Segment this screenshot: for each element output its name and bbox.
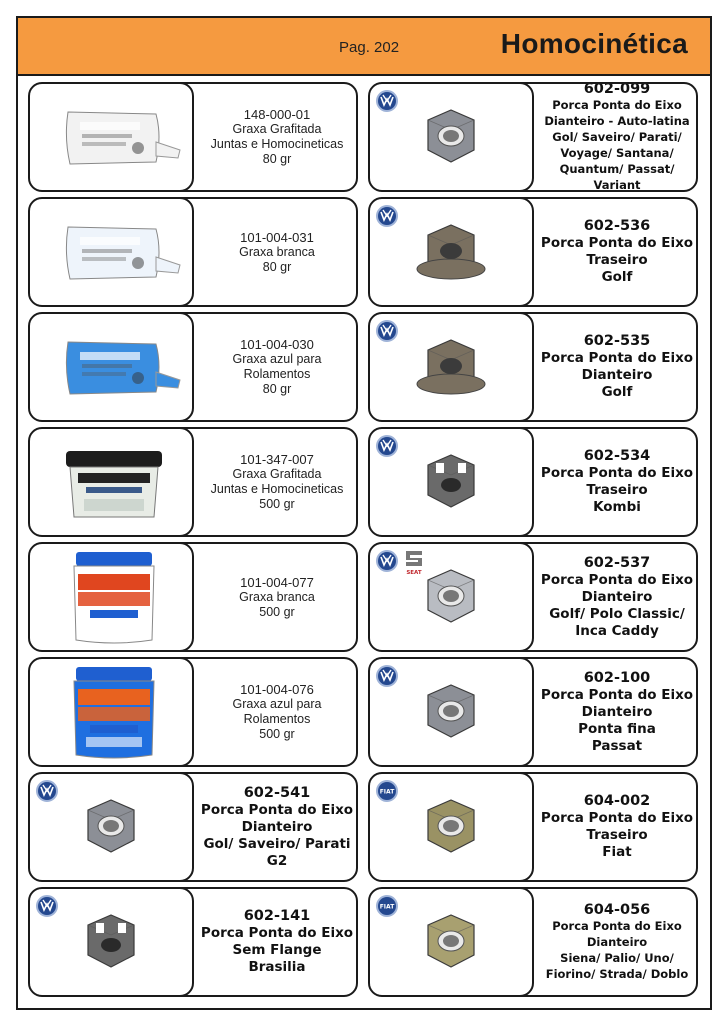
product-description: [536, 659, 698, 765]
product-card: [28, 542, 358, 652]
product-code: 101-004-030: [240, 337, 314, 352]
product-description: [196, 659, 358, 765]
product-description-line: Porca Ponta do Eixo: [552, 919, 682, 933]
vw-logo-icon: [376, 320, 398, 342]
product-description-line: Traseiro: [586, 482, 648, 498]
product-description-line: Porca Ponta do Eixo: [540, 465, 694, 481]
product-image: [28, 772, 194, 882]
product-card: [368, 197, 698, 307]
product-description-line: Quantum/ Passat/ Variant: [559, 162, 675, 192]
product-description-line: Dianteiro: [241, 818, 313, 835]
product-card: [28, 772, 358, 882]
product-description-line: Golf: [601, 269, 633, 285]
product-description-line: Graxa azul para: [232, 352, 322, 366]
product-description-line: 80 gr: [262, 259, 292, 274]
product-description: [196, 314, 358, 420]
product-description: [196, 199, 358, 305]
product-description-line: Gol/ Saveiro/ Parati/: [552, 130, 682, 144]
product-code: 602-141: [243, 908, 311, 924]
product-image: [368, 197, 534, 307]
product-description: [536, 84, 698, 190]
product-code: 602-100: [583, 669, 651, 686]
product-description-line: 80 gr: [262, 382, 292, 396]
product-description-line: Graxa branca: [239, 244, 315, 259]
product-description-line: 80 gr: [262, 152, 292, 166]
vw-logo-icon: [376, 665, 398, 687]
product-card: [368, 887, 698, 997]
product-description-line: Inca Caddy: [575, 622, 659, 639]
product-card: [368, 82, 698, 192]
product-image: [28, 312, 194, 422]
product-description-line: Golf: [601, 384, 633, 400]
product-image: [368, 427, 534, 537]
product-code: 604-002: [583, 793, 651, 809]
product-image: [368, 542, 534, 652]
product-description-line: Graxa Grafitada: [232, 467, 322, 481]
product-description-line: Dianteiro: [581, 588, 653, 605]
product-description-line: Juntas e Homocineticas: [210, 137, 344, 151]
product-card: [368, 772, 698, 882]
product-code: 602-535: [583, 333, 651, 349]
product-image: [28, 82, 194, 192]
product-card: [28, 312, 358, 422]
product-code: 602-534: [583, 448, 651, 464]
product-description-line: Fiat: [602, 844, 632, 860]
product-description: [196, 544, 358, 650]
product-card: [368, 657, 698, 767]
svg-text:FIAT: FIAT: [379, 788, 395, 796]
product-description-line: Porca Ponta do Eixo: [540, 235, 694, 251]
product-description-line: Porca Ponta do Eixo: [540, 686, 694, 703]
product-card: [28, 427, 358, 537]
product-description-line: Passat: [591, 737, 643, 754]
product-description-line: Porca Ponta do Eixo: [200, 801, 354, 818]
product-description-line: Rolamentos: [243, 367, 311, 381]
product-description-line: Sem Flange: [232, 942, 322, 958]
product-description-line: Porca Ponta do Eixo: [552, 98, 682, 112]
product-description-line: Golf/ Polo Classic/: [549, 605, 685, 622]
product-description-line: Graxa branca: [239, 589, 315, 604]
product-description-line: Gol/ Saveiro/ Parati: [203, 835, 351, 852]
vw-logo-icon: [36, 895, 58, 917]
product-description-line: Brasilia: [248, 959, 306, 975]
product-card: [368, 542, 698, 652]
product-image: [368, 657, 534, 767]
product-card: [28, 887, 358, 997]
product-image: [368, 312, 534, 422]
product-code: 604-056: [583, 902, 651, 918]
vw-logo-icon: [376, 90, 398, 112]
vw-logo-icon: [376, 205, 398, 227]
svg-text:SEAT: SEAT: [406, 570, 422, 575]
product-description: [536, 314, 698, 420]
product-description: [196, 774, 358, 880]
product-image: [368, 772, 534, 882]
product-image: [28, 197, 194, 307]
product-image: [28, 657, 194, 767]
product-code: 602-541: [243, 784, 311, 801]
product-description: [536, 199, 698, 305]
product-description-line: Porca Ponta do Eixo: [540, 350, 694, 366]
product-description-line: Graxa Grafitada: [232, 122, 322, 136]
product-description-line: Ponta fina: [578, 720, 656, 737]
vw-logo-icon: [36, 780, 58, 802]
product-image: [28, 427, 194, 537]
vw-logo-icon: [376, 435, 398, 457]
product-description-line: Porca Ponta do Eixo: [540, 810, 694, 826]
vw-logo-icon: [376, 550, 398, 572]
product-description-line: Dianteiro: [581, 703, 653, 720]
product-description-line: Dianteiro: [586, 935, 648, 949]
product-description-line: Porca Ponta do Eixo: [540, 571, 694, 588]
product-card: [368, 312, 698, 422]
product-description-line: 500 gr: [259, 497, 295, 511]
page-header: [18, 18, 710, 76]
product-description-line: Siena/ Palio/ Uno/: [560, 951, 674, 965]
product-description: [536, 429, 698, 535]
product-description: [536, 774, 698, 880]
product-description-line: 500 gr: [259, 604, 295, 619]
product-code: 101-004-076: [240, 682, 314, 697]
product-description-line: Dianteiro: [581, 367, 653, 383]
product-description-line: Dianteiro - Auto-latina: [544, 114, 690, 128]
product-description: [196, 84, 358, 190]
product-image: [28, 887, 194, 997]
product-card: [28, 657, 358, 767]
product-description: [536, 544, 698, 650]
product-code: 148-000-01: [243, 107, 311, 122]
product-description-line: 500 gr: [259, 727, 295, 741]
product-card: [368, 427, 698, 537]
product-code: 101-347-007: [240, 452, 314, 467]
product-description: [196, 429, 358, 535]
product-description-line: Fiorino/ Strada/ Doblo: [545, 967, 689, 981]
product-code: 602-099: [583, 82, 651, 97]
svg-text:FIAT: FIAT: [379, 903, 395, 911]
catalog-page: [16, 16, 712, 1010]
product-card: [28, 82, 358, 192]
product-description-line: Graxa azul para: [232, 697, 322, 711]
product-code: 602-536: [583, 218, 651, 234]
fiat-logo-icon: [376, 780, 398, 802]
product-description: [196, 889, 358, 995]
product-description-line: Traseiro: [586, 827, 648, 843]
product-image: [368, 887, 534, 997]
product-description-line: Voyage/ Santana/: [560, 146, 674, 160]
product-card: [28, 197, 358, 307]
product-image: [368, 82, 534, 192]
seat-logo-icon: [402, 549, 426, 575]
product-description-line: Porca Ponta do Eixo: [200, 925, 354, 941]
product-description-line: Traseiro: [586, 252, 648, 268]
product-image: [28, 542, 194, 652]
product-description-line: Rolamentos: [243, 712, 311, 726]
fiat-logo-icon: [376, 895, 398, 917]
product-description-line: Kombi: [593, 499, 641, 515]
product-code: 101-004-077: [240, 574, 314, 590]
product-description-line: G2: [266, 852, 288, 869]
product-code: 602-537: [583, 554, 651, 571]
page-number: Pag. 202: [339, 39, 400, 56]
product-description-line: Juntas e Homocineticas: [210, 482, 344, 496]
product-code: 101-004-031: [240, 229, 314, 245]
page-title: Homocinética: [500, 28, 688, 59]
product-description: [536, 889, 698, 995]
